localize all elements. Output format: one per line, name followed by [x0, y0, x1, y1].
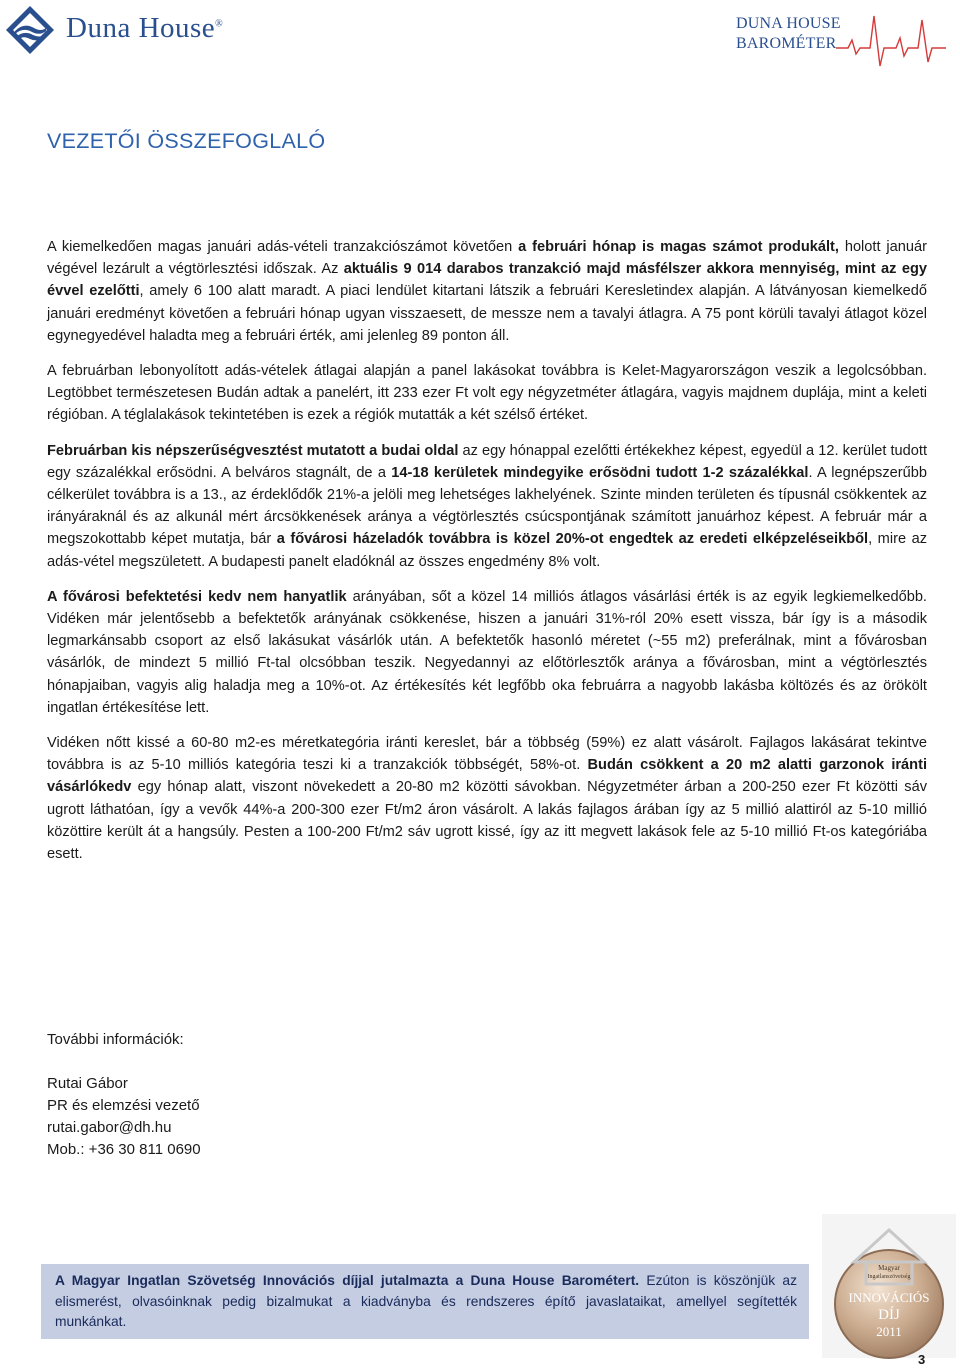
svg-text:Magyar: Magyar: [878, 1264, 900, 1272]
svg-text:2011: 2011: [876, 1324, 902, 1339]
heartbeat-icon: [836, 10, 946, 70]
award-text: Ezúton is köszönjük az elismerést, olvasóinknak pedig bizalmukat a kiadványba és rendszeres építő javaslataikat, amellyel segítették munkánkat.: [55, 1273, 797, 1329]
award-notice: [41, 1264, 809, 1339]
text-run: . A legnépszerűbb célkerület továbbra is a 13., az érdeklődők 21%-a jelöli meg lehetséges lakhelyének. Szinte minden területen és típusnál csökkentek az irányáraknál és az alkunál mért árcsökkenések aránya a végtörlesztés csúcspontjának számított januárhoz képest. A február már a megszokottabb képet mutatja, bár: [47, 464, 927, 548]
contact-role: PR és elemzési vezető: [47, 1097, 200, 1114]
summary-body: [47, 236, 927, 878]
text-run: , mire az adás-vétel megszületett. A budapesti panelt eladóknál az összes engedmény 8% volt.: [47, 531, 927, 570]
text-run: holott január végével lezárult a végtörlesztési időszak. Az: [47, 239, 927, 278]
duna-house-logo: [4, 2, 223, 58]
bold-text-run: a fővárosi házeladók továbbra is közel 20%-ot engedtek az eredeti elképzeléseikből: [276, 531, 869, 548]
paragraph-4: [47, 586, 927, 719]
contact-name: Rutai Gábor: [47, 1075, 128, 1092]
text-run: az egy hónappal ezelőtti értékekhez képest, egyedül a 12. kerület tudott egy százalékkal erősödni. A belváros stagnált, de a: [47, 442, 928, 481]
contact-email[interactable]: rutai.gabor@dh.hu: [47, 1119, 172, 1136]
text-run: A kiemelkedően magas januári adás-vételi tranzakciószámot követően: [47, 239, 519, 255]
text-run: egy hónap alatt, viszont növekedett a 20-80 m2 közötti sávokban. Négyzetméter árban a 200-250 ezer Ft közötti sáv ugrott láthatóan, így a vevők 44%-a 200-300 ezer Ft/m2 áron vásárolt. A lakás fajlagos árában így az 5 millió alattiról az 5-10 millió közöttire került át a hangsúly. Pesten a 100-200 Ft/m2 sáv ugrott kissé, így az itt megvett lakások fele az 5-10 millió Ft-os kategóriába esett.: [47, 779, 927, 863]
bold-text-run: a februári hónap is magas számot produkált,: [518, 239, 839, 255]
barometer-text: DUNA HOUSE BAROMÉTER: [736, 15, 841, 52]
svg-text:DÍJ: DÍJ: [878, 1307, 900, 1323]
bold-text-run: Budán csökkent a 20 m2 alatti garzonok iránti vásárlókedv: [47, 757, 927, 796]
paragraph-1: [47, 236, 927, 347]
bold-text-run: 14-18 kerületek mindegyike erősödni tudott 1-2 százalékkal: [391, 464, 809, 481]
page-title: VEZETŐI ÖSSZEFOGLALÓ: [47, 129, 326, 153]
bold-text-run: aktuális 9 014 darabos tranzakció majd másfélszer akkora mennyiség, mint az egy évvel ezelőtti: [47, 261, 927, 300]
svg-text:INNOVÁCIÓS: INNOVÁCIÓS: [848, 1290, 930, 1305]
contact-intro: További információk:: [47, 1031, 184, 1048]
innovation-award-medal-icon: [820, 1212, 958, 1360]
barometer-logo: [736, 10, 946, 70]
paragraph-3: [47, 440, 927, 573]
text-run: Vidéken nőtt kissé a 60-80 m2-es méretkategória iránti kereslet, bár a többség (59%) ez alatt vásárolt. Fajlagos lakásárat tekintve továbbra is az 5-10 milliós kategória teszi ki a tranzakciók többségét, 58%-ot.: [47, 735, 927, 774]
page-number: 3: [918, 1352, 926, 1367]
text-run: arányában, sőt a közel 14 milliós átlagos vásárlási érték is az egyik legkiemelkedőbb. Vidéken már jelentősebb a befektetők arányának csökkenése, hiszen a januári 31%-ról 20% esett vissza, bár így is a második legmarkánsabb csoport az első lakásukat vásárlók után. A befektetők hasonló méretet (~55 m2) preferálnak, mint a fővárosban vásárlók, de mindezt 5 millió Ft-tal olcsóbban teszik. Negyedannyi az előtörlesztők aránya a fővárosban, mint a végtörlesztés hónapjaiban, vagyis alig haladja meg a 10%-ot. Az értékesítés két legfőbb oka februárra a nagyobb lakásba költözés és az örökölt ingatlan értékesítése lett.: [47, 588, 927, 716]
bold-text-run: Februárban kis népszerűségvesztést mutatott a budai oldal: [47, 442, 459, 459]
bold-text-run: A fővárosi befektetési kedv nem hanyatlik: [47, 588, 347, 605]
award-headline: A Magyar Ingatlan Szövetség Innovációs díjjal jutalmazta a Duna House Barométert.: [55, 1273, 640, 1288]
contact-phone: Mob.: +36 30 811 0690: [47, 1141, 201, 1158]
svg-text:Ingatlanszövetség: Ingatlanszövetség: [867, 1274, 911, 1280]
logo-wordmark: Duna House®: [66, 11, 224, 44]
text-run: , amely 6 100 alatt maradt. A piaci lendület kitartani látszik a februári Keresletindex alapján. A látványosan kiemelkedő januári eredményt követően a februári hónap ugyan visszaesett, de messze nem a tavalyi átlagra. A 75 pont körüli tavalyi átlagot közel egynegyedével haladta meg a februári érték, ami jelenleg 89 ponton áll.: [47, 283, 927, 344]
paragraph-2: [47, 360, 927, 427]
paragraph-5: [47, 732, 927, 865]
logo-diamond-icon: [4, 4, 56, 56]
text-run: A februárban lebonyolított adás-vételek átlagai alapján a panel lakásokat továbbra is Kelet-Magyarországon veszik a legolcsóbban. Legtöbbet természetesen Budán adtak a panelért, itt 233 ezer Ft volt egy négyzetméter átlagára, vagyis majdnem duplája, mint a keleti régióban. A téglalakások tekintetében is ezek a régiók mutatták a két szélső értéket.: [47, 363, 927, 424]
contact-info: [47, 1029, 201, 1161]
